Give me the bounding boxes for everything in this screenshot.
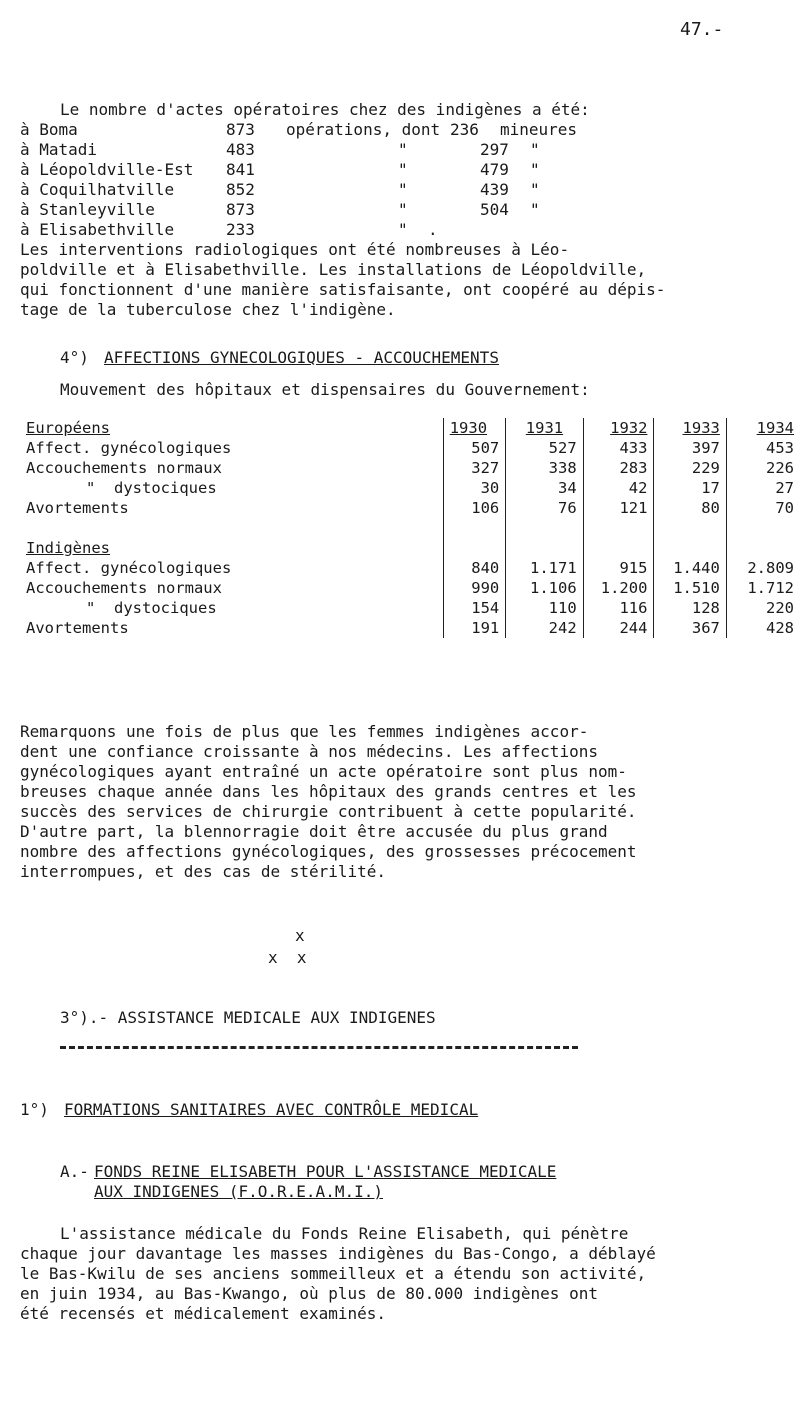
ops-place: à Léopoldville-Est	[20, 160, 194, 179]
section3-heading: 3°).- ASSISTANCE MEDICALE AUX INDIGENES	[60, 1008, 436, 1027]
ops-count: 873	[226, 120, 255, 139]
cell: 244	[583, 618, 654, 638]
page-number: 47.-	[680, 19, 724, 40]
ops-suffix: "	[530, 140, 540, 159]
ops-count: 841	[226, 160, 255, 179]
section4-heading-num: 4°)	[60, 348, 89, 367]
year-header: 1930	[443, 418, 506, 438]
cell: 80	[654, 498, 726, 518]
cell: 1.510	[654, 578, 726, 598]
ops-unit: opérations, dont	[286, 120, 441, 139]
cell: 507	[443, 438, 506, 458]
spacer-row	[20, 518, 800, 538]
section1-heading: FORMATIONS SANITAIRES AVEC CONTRÔLE MEDICAL	[64, 1100, 479, 1119]
year-header: 1931	[506, 418, 583, 438]
table-row	[20, 438, 800, 458]
cell: 840	[443, 558, 506, 578]
separator-top: x	[295, 926, 305, 945]
cell: 116	[583, 598, 654, 618]
row-label: " dystociques	[86, 479, 217, 497]
ops-unit: "	[398, 200, 408, 219]
cell: 453	[726, 438, 800, 458]
s4-paragraph-line: dent une confiance croissante à nos médecins. Les affections	[20, 742, 598, 761]
natives-header-row	[20, 538, 800, 558]
cell: 106	[443, 498, 506, 518]
europeans-label: Européens	[26, 419, 110, 437]
s1-paragraph-line: en juin 1934, au Bas-Kwango, où plus de 80.000 indigènes ont	[20, 1284, 598, 1303]
table-header-row	[20, 418, 800, 438]
cell: 327	[443, 458, 506, 478]
section4-heading: AFFECTIONS GYNECOLOGIQUES - ACCOUCHEMENTS	[104, 348, 499, 367]
table-row	[20, 618, 800, 638]
cell: 428	[726, 618, 800, 638]
cell: 242	[506, 618, 583, 638]
s4-paragraph-line: Remarquons une fois de plus que les femmes indigènes accor-	[20, 722, 589, 741]
s4-paragraph-line: nombre des affections gynécologiques, des grossesses précocement	[20, 842, 637, 861]
cell: 527	[506, 438, 583, 458]
ops-unit: "	[398, 140, 408, 159]
ops-minors: 297	[480, 140, 509, 159]
cell: 220	[726, 598, 800, 618]
ops-place: à Elisabethville	[20, 220, 175, 239]
ops-place: à Stanleyville	[20, 200, 155, 219]
row-label: Avortements	[26, 619, 129, 637]
table-row	[20, 558, 800, 578]
cell: 128	[654, 598, 726, 618]
cell: 27	[726, 478, 800, 498]
cell: 121	[583, 498, 654, 518]
row-label: Affect. gynécologiques	[26, 559, 232, 577]
ops-count: 233	[226, 220, 255, 239]
ops-paragraph-line: tage de la tuberculose chez l'indigène.	[20, 300, 396, 319]
cell: 154	[443, 598, 506, 618]
table-row	[20, 478, 800, 498]
ops-place: à Boma	[20, 120, 78, 139]
s1-paragraph-line: été recensés et médicalement examinés.	[20, 1304, 387, 1323]
table-row	[20, 598, 800, 618]
ops-place: à Matadi	[20, 140, 98, 159]
cell: 2.809	[726, 558, 800, 578]
ops-minors: 504	[480, 200, 509, 219]
cell: 226	[726, 458, 800, 478]
ops-suffix: "	[530, 200, 540, 219]
ops-minors: 439	[480, 180, 509, 199]
cell: 30	[443, 478, 506, 498]
dashed-divider	[60, 1046, 578, 1049]
subsection-a-line2: AUX INDIGENES (F.O.R.E.A.M.I.)	[94, 1182, 383, 1201]
s4-paragraph-line: D'autre part, la blennorragie doit être accusée du plus grand	[20, 822, 608, 841]
ops-paragraph-line: qui fonctionnent d'une manière satisfaisante, ont coopéré au dépis-	[20, 280, 666, 299]
table-row	[20, 578, 800, 598]
cell: 17	[654, 478, 726, 498]
ops-unit: "	[398, 160, 408, 179]
s4-paragraph-line: gynécologiques ayant entraîné un acte opératoire sont plus nom-	[20, 762, 627, 781]
table-row	[20, 498, 800, 518]
cell: 1.712	[726, 578, 800, 598]
cell: 76	[506, 498, 583, 518]
cell: 191	[443, 618, 506, 638]
ops-suffix: "	[530, 160, 540, 179]
cell: 397	[654, 438, 726, 458]
subsection-a-line1: FONDS REINE ELISABETH POUR L'ASSISTANCE MEDICALE	[94, 1162, 557, 1181]
cell: 1.106	[506, 578, 583, 598]
cell: 367	[654, 618, 726, 638]
section1-heading-num: 1°)	[20, 1100, 49, 1119]
s1-paragraph-line: chaque jour davantage les masses indigènes du Bas-Congo, a déblayé	[20, 1244, 656, 1263]
row-label: Accouchements normaux	[26, 579, 222, 597]
row-label: Affect. gynécologiques	[26, 439, 232, 457]
cell: 110	[506, 598, 583, 618]
cell: 990	[443, 578, 506, 598]
section4-subtitle: Mouvement des hôpitaux et dispensaires du Gouvernement:	[60, 380, 590, 399]
cell: 70	[726, 498, 800, 518]
s4-paragraph-line: succès des services de chirurgie contribuent à cette popularité.	[20, 802, 637, 821]
cell: 1.200	[583, 578, 654, 598]
cell: 433	[583, 438, 654, 458]
year-header: 1934	[726, 418, 800, 438]
s4-paragraph-line: interrompues, et des cas de stérilité.	[20, 862, 387, 881]
s4-paragraph-line: breuses chaque année dans les hôpitaux des grands centres et les	[20, 782, 637, 801]
s1-paragraph-line: L'assistance médicale du Fonds Reine Elisabeth, qui pénètre	[60, 1224, 629, 1243]
separator-bottom: x x	[268, 948, 307, 967]
row-label: " dystociques	[86, 599, 217, 617]
ops-suffix: mineures	[500, 120, 578, 139]
ops-paragraph-line: poldville et à Elisabethville. Les installations de Léopoldville,	[20, 260, 647, 279]
table-row	[20, 458, 800, 478]
ops-unit: "	[398, 220, 408, 239]
subsection-a-num: A.-	[60, 1162, 89, 1181]
cell: 42	[583, 478, 654, 498]
ops-count: 852	[226, 180, 255, 199]
row-label: Avortements	[26, 499, 129, 517]
natives-label: Indigènes	[26, 539, 110, 557]
ops-minors: 236	[450, 120, 479, 139]
year-header: 1933	[654, 418, 726, 438]
ops-paragraph-line: Les interventions radiologiques ont été nombreuses à Léo-	[20, 240, 570, 259]
ops-minors: 479	[480, 160, 509, 179]
cell: 1.440	[654, 558, 726, 578]
s1-paragraph-line: le Bas-Kwilu de ses anciens sommeilleux et a étendu son activité,	[20, 1264, 647, 1283]
cell: 1.171	[506, 558, 583, 578]
stats-table	[20, 418, 800, 638]
year-header: 1932	[583, 418, 654, 438]
operations-intro: Le nombre d'actes opératoires chez des indigènes a été:	[60, 100, 590, 119]
ops-suffix: "	[530, 180, 540, 199]
cell: 283	[583, 458, 654, 478]
ops-minors: .	[428, 220, 438, 239]
ops-count: 483	[226, 140, 255, 159]
cell: 915	[583, 558, 654, 578]
row-label: Accouchements normaux	[26, 459, 222, 477]
cell: 338	[506, 458, 583, 478]
cell: 229	[654, 458, 726, 478]
cell: 34	[506, 478, 583, 498]
ops-count: 873	[226, 200, 255, 219]
ops-place: à Coquilhatville	[20, 180, 175, 199]
ops-unit: "	[398, 180, 408, 199]
